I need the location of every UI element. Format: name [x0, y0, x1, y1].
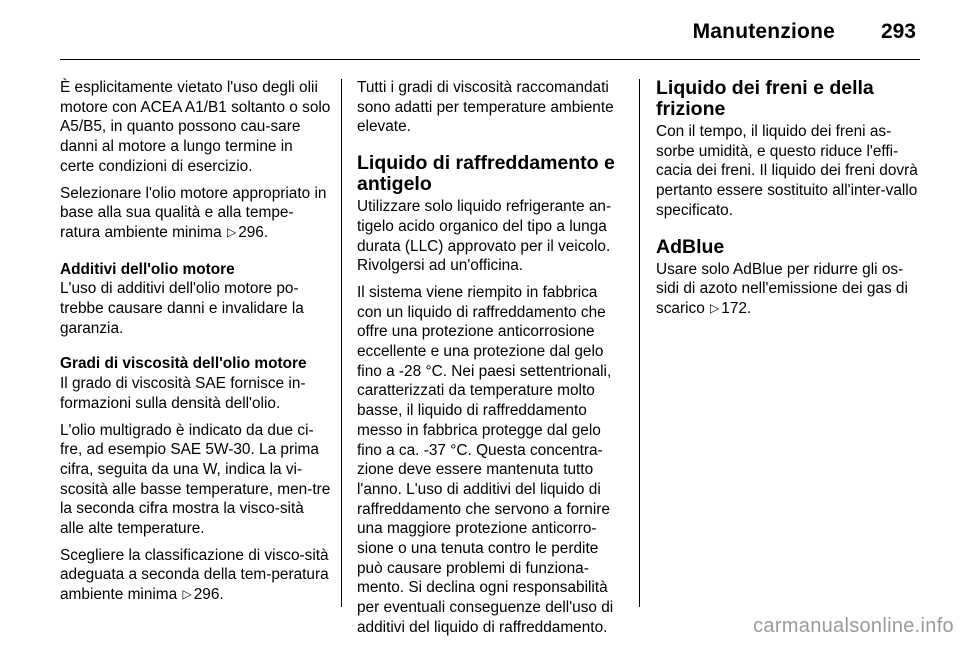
cross-reference-arrow-icon: ▷ [226, 224, 237, 239]
paragraph-text: Scegliere la classificazione di visco-sità adeguata a seconda della tem-peratura ambiente minima [60, 546, 329, 604]
column-divider-right [639, 79, 640, 607]
cross-reference-arrow-icon: ▷ [182, 587, 192, 602]
section-heading-brake-fluid: Liquido dei freni e della frizione [656, 77, 874, 120]
page-title: Manutenzione [692, 20, 835, 43]
paragraph-oil-additives: L'uso di additivi dell'olio motore po-trebbe causare danni e invalidare la garanzia. [60, 280, 304, 337]
paragraph-coolant-protection: Il sistema viene riempito in fabbrica con un liquido di raffreddamento che offre una protezione anticorrosione eccellente e una protezione dal gelo fino a -28 °C. Nei paesi settentrionali, caratterizzati da temperature molto basse, il liquido di raffreddamento messo in fabbrica protegge dal gelo fino a ca. -37 °C. Questa concentra-zione deve essere mantenuta tutto l'anno. L'uso di additivi del liquido di raffreddamento che servono a fornire una maggiore protezione anticorro-sione o una tenuta contro le perdite può causare problemi di funziona-mento. Si declina ogni responsabilità per eventuali conseguenze dell'uso di additivi del liquido di raffreddamento. [357, 283, 614, 636]
paragraph-text: Usare solo AdBlue per ridurre gli os-sidi di azoto nell'emissione dei gas di scarico [656, 260, 908, 317]
column-left [60, 78, 331, 613]
paragraph-viscosity-grades-suitable: Tutti i gradi di viscosità raccomandati sono adatti per temperature ambiente elevate. [357, 79, 614, 136]
page-reference-link[interactable]: 296. [193, 586, 224, 604]
subheading-oil-additives: Additivi dell'olio motore [60, 260, 235, 278]
page-number: 293 [880, 20, 916, 43]
paragraph-sae-grade: Il grado di viscosità SAE fornisce in-formazioni sulla densità dell'olio. [60, 375, 306, 412]
paragraph-coolant-type: Utilizzare solo liquido refrigerante an-tigelo acido organico del tipo a lunga durata (LLC) approvato per il veicolo. Rivolgersi ad un'officina. [357, 198, 612, 275]
paragraph-adblue [656, 260, 925, 320]
column-middle [357, 78, 625, 645]
page-reference-link[interactable]: 296. [238, 223, 269, 241]
column-divider-left [341, 79, 342, 607]
section-heading-coolant: Liquido di raffreddamento e antigelo [357, 152, 615, 196]
subheading-viscosity-grades: Gradi di viscosità dell'olio motore [60, 355, 307, 373]
cross-reference-arrow-icon: ▷ [710, 300, 720, 315]
section-heading-adblue: AdBlue [656, 235, 725, 258]
paragraph-select-oil [60, 184, 331, 244]
header-divider [60, 59, 920, 60]
paragraph-multigrade: L'olio multigrado è indicato da due ci-fre, ad esempio SAE 5W-30. La prima cifra, seguita da una W, indica la vi-scosità alle basse temperature, men-tre la seconda cifra mostra la visco-sità alle alte temperature. [60, 421, 331, 538]
page-reference-link[interactable]: 172. [721, 299, 752, 317]
paragraph-brake-fluid: Con il tempo, il liquido dei freni as-sorbe umidità, e questo riduce l'effi-cacia dei freni. Il liquido dei freni dovrà pertanto essere sostituito all'inter-vallo specificato. [656, 123, 918, 219]
watermark: carmanualsonline.info [753, 615, 954, 637]
paragraph-text: Selezionare l'olio motore appropriato in base alla sua qualità e alla tempe-ratura ambiente minima [60, 184, 327, 241]
column-right [656, 78, 925, 327]
paragraph-choose-viscosity [60, 546, 331, 606]
paragraph-acea-warning: È esplicitamente vietato l'uso degli olii motore con ACEA A1/B1 soltanto o solo A5/B5, in quanto possono cau-sare danni al motore a lungo termine in certe condizioni di esercizio. [60, 79, 331, 175]
